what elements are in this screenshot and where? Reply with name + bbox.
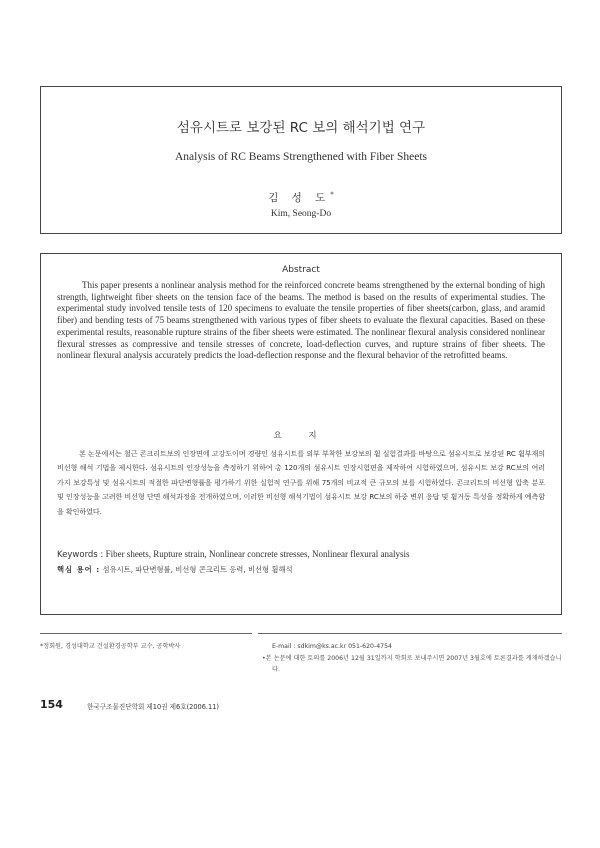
author-affiliation-footnote: *정회원, 경성대학교 건설환경공학부 교수, 공학박사 <box>40 643 181 650</box>
title-box <box>40 86 562 234</box>
paper-title-english: Analysis of RC Beams Strengthened with Fiber Sheets <box>174 151 428 163</box>
footnote-divider-right <box>258 633 562 634</box>
abstract-text: This paper presents a nonlinear analysis method for the reinforced concrete beams strengthened by the external bonding of high strength, lightweight fiber sheets on the tension face of the beams. The method is based on the results of experimental studies. The experimental study involved tensile tests of 120 specimens to evaluate the tensile properties of fiber sheets(carbon, glass, and aramid fiber) and bending tests of 75 beams strengthened with various types of fiber sheets to evaluate the flexural capacities. Based on these experimental results, reasonable rupture strains of the fiber sheets were estimated. The nonlinear flexural analysis considered nonlinear flexural stresses as compressive and tensile stresses of concrete, load-deflection curves, and rupture strains of fiber sheets. The nonlinear flexural analysis accurately predicts the load-deflection response and the flexural behavior of the retrofitted beams. <box>57 280 545 361</box>
korean-summary-text: 본 논문에서는 철근 콘크리트보의 인장면에 고강도이며 경량인 섬유시트를 외부 부착한 보강보의 휨 실험결과를 바탕으로 섬유시트로 보강된 RC 휨부재의 비선형 해석 기법을 제시한다. 섬유시트의 인장성능을 측정하기 위하여 총 120개의 섬유시트 인장시험편을 제작하여 시험하였으며, 섬유시트 보강 RC보의 여러 가지 보강특성 및 섬유시트의 적절한 파단변형률을 평가하기 위한 실험적 연구를 위해 75개의 비교적 큰 규모의 보를 시험하였다. 콘크리트의 비선형 압축 분포 및 인장성능을 고려한 비선형 단면 해석과정을 전개하였으며, 이러한 비선형 해석기법이 섬유시트 보강 RC보의 하중 변위 응답 및 휨거동 특성을 정확하게 예측함을 확인하였다. <box>57 449 545 516</box>
author-footnote-mark: * <box>330 190 334 199</box>
footnote-divider-left <box>40 633 252 634</box>
abstract-heading: Abstract <box>282 265 320 275</box>
keywords-english-values: Fiber sheets, Rupture strain, Nonlinear concrete stresses, Nonlinear flexural analysis <box>105 549 410 559</box>
author-email-footnote: E-mail : sdkim@ks.ac.kr 051-620-4754 <box>272 643 392 650</box>
keywords-korean-values: 섬유시트, 파단변형률, 비선형 콘크리트 응력, 비선형 휨해석 <box>102 565 293 574</box>
author-name-korean-text: 김 성 도 <box>268 192 331 204</box>
footnote-right-column <box>262 641 562 676</box>
page-number: 154 <box>40 698 63 711</box>
keywords-english <box>57 549 551 560</box>
discussion-notice-footnote: •본 논문에 대한 토의를 2006년 12월 31일까지 학회로 보내주시면 2007년 3월호에 토론결과를 게재하겠습니다. <box>262 654 562 673</box>
journal-citation: 한국구조물진단학회 제10권 제6호(2006.11) <box>87 703 219 711</box>
keywords-english-label: Keywords : <box>57 550 104 560</box>
abstract-box <box>40 253 562 615</box>
author-name-english: Kim, Seong-Do <box>270 209 332 219</box>
keywords-korean <box>57 565 551 575</box>
korean-summary-heading: 요 지 <box>273 431 329 441</box>
keywords-korean-label: 핵심 용어 : <box>57 565 101 574</box>
paper-title-korean: 섬유시트로 보강된 RC 보의 해석기법 연구 <box>176 120 426 136</box>
author-name-korean <box>41 190 561 205</box>
